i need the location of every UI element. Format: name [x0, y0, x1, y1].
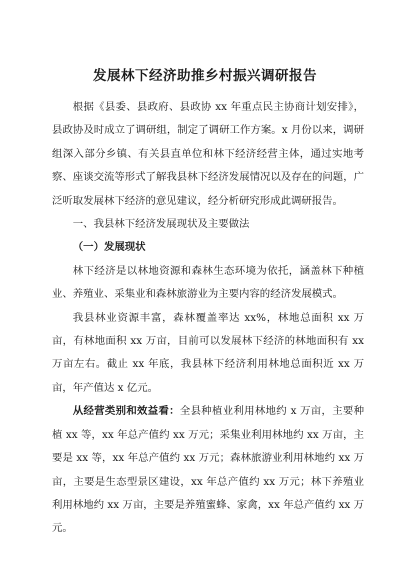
document-title: 发展林下经济助推乡村振兴调研报告	[93, 68, 317, 84]
paragraph-definition: 林下经济是以林地资源和森林生态环境为依托，涵盖林下种植业、养殖业、采集业和森林旅游业为主要内容的经济发展模式。	[52, 264, 364, 301]
subsection-heading: （一）发展现状	[72, 241, 146, 254]
paragraph-categories	[52, 400, 364, 540]
section-heading-1: 一、我县林下经济发展现状及主要做法	[72, 218, 250, 231]
paragraph-intro: 根据《县委、县政府、县政协 xx 年重点民主协商计划安排》，县政协及时成立了调研组，制定了调研工作方案。x 月份以来，调研组深入部分乡镇、有关县直单位和林下经济经营主体，通过实地考察、座谈交流等形式了解我县林下经济发展情况以及存在的问题，广泛听取发展林下经济的意见建议，经分析研究形成此调研报告。	[52, 101, 364, 207]
paragraph-categories-lead: 从经营类别和效益看：	[72, 405, 180, 418]
paragraph-categories-text: 全县种植业利用林地约 x 万亩，主要种植 xx 等，xx 年总产值约 xx 万元；采集业利用林地约 xx 万亩，主要是 xx 等，xx 年总产值约 xx 万元；森林旅游业利用林地约 xx 万亩，主要是生态型景区建设，xx 年总产值约 xx 万元；林下养殖业利用林地约 xx 万亩，主要是养殖蜜蜂、家禽，xx 年总产值约 xx 万元。	[52, 405, 365, 535]
document-body	[52, 96, 364, 541]
paragraph-resources: 我县林业资源丰富，森林覆盖率达 xx%，林地总面积 xx 万亩，有林地面积 xx 万亩，目前可以发展林下经济的林地面积有 xx 万亩左右。截止 xx 年底，我县林下经济利用林地总面积近 xx 万亩，年产值达 x 亿元。	[52, 311, 364, 394]
